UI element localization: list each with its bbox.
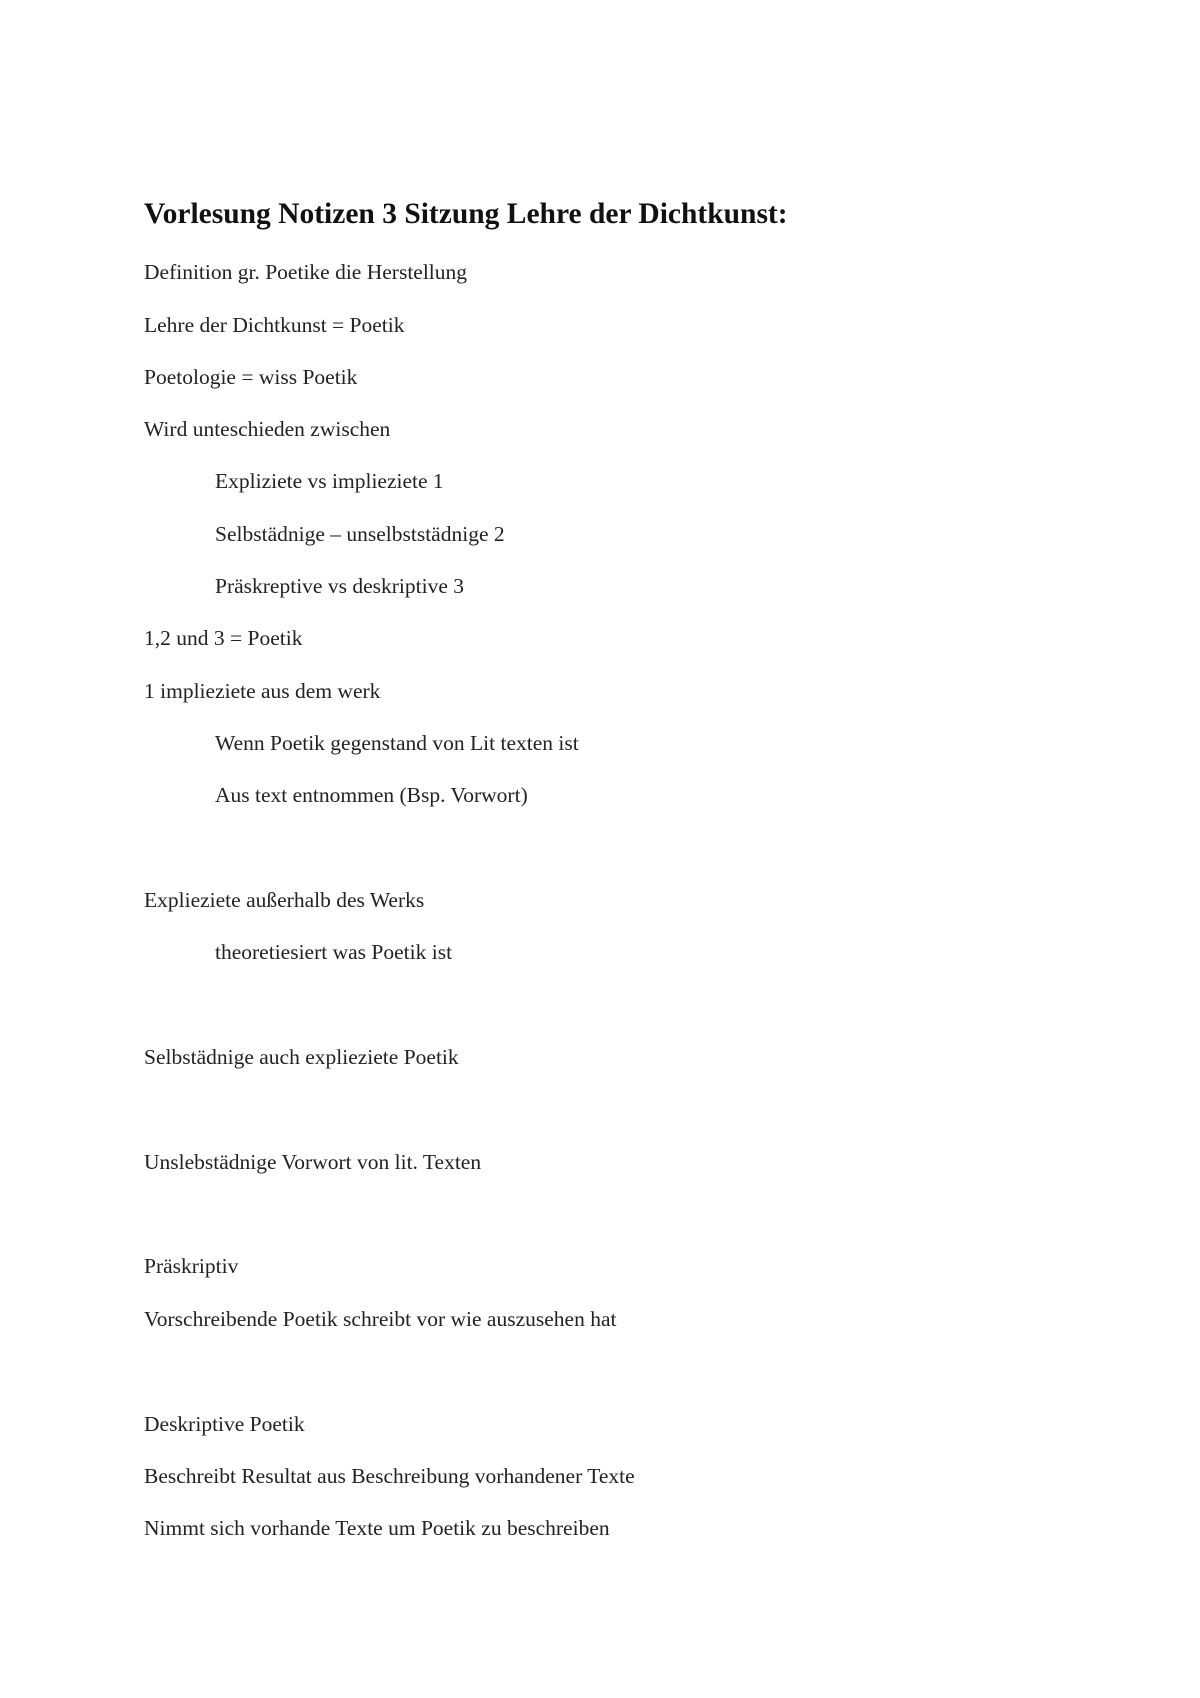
text-line-lehre: Lehre der Dichtkunst = Poetik	[144, 313, 405, 337]
text-line-indented-vorwort: Aus text entnommen (Bsp. Vorwort)	[215, 783, 528, 807]
text-line-indented-explizit: Expliziete vs implieziete 1	[215, 469, 444, 493]
text-line-poetik-sum: 1,2 und 3 = Poetik	[144, 626, 303, 650]
text-line-explizit-ausserhalb: Explieziete außerhalb des Werks	[144, 888, 425, 912]
text-line-definition: Definition gr. Poetike die Herstellung	[144, 260, 468, 284]
text-line-beschreibt: Beschreibt Resultat aus Beschreibung vorhandener Texte	[144, 1464, 635, 1488]
text-line-indented-gegenstand: Wenn Poetik gegenstand von Lit texten ist	[215, 731, 579, 755]
text-line-vorschreibende: Vorschreibende Poetik schreibt vor wie auszusehen hat	[144, 1307, 617, 1331]
text-line-unterschieden: Wird unteschieden zwischen	[144, 417, 391, 441]
text-line-indented-selbstaendig: Selbstädnige – unselbststädnige 2	[215, 522, 505, 546]
text-line-nimmt: Nimmt sich vorhande Texte um Poetik zu beschreiben	[144, 1516, 610, 1540]
text-line-indented-praeskreptiv: Präskreptive vs deskriptive 3	[215, 574, 464, 598]
text-line-unselbstaendig: Unslebstädnige Vorwort von lit. Texten	[144, 1150, 482, 1174]
text-line-implizit-werk: 1 implieziete aus dem werk	[144, 679, 381, 703]
text-line-selbstaendig-explizit: Selbstädnige auch explieziete Poetik	[144, 1045, 459, 1069]
page-title: Vorlesung Notizen 3 Sitzung Lehre der Dichtkunst:	[144, 198, 788, 230]
text-line-indented-theoretisiert: theoretiesiert was Poetik ist	[215, 940, 453, 964]
text-line-deskriptiv: Deskriptive Poetik	[144, 1412, 305, 1436]
text-line-praeskriptiv: Präskriptiv	[144, 1254, 239, 1278]
text-line-poetologie: Poetologie = wiss Poetik	[144, 365, 358, 389]
